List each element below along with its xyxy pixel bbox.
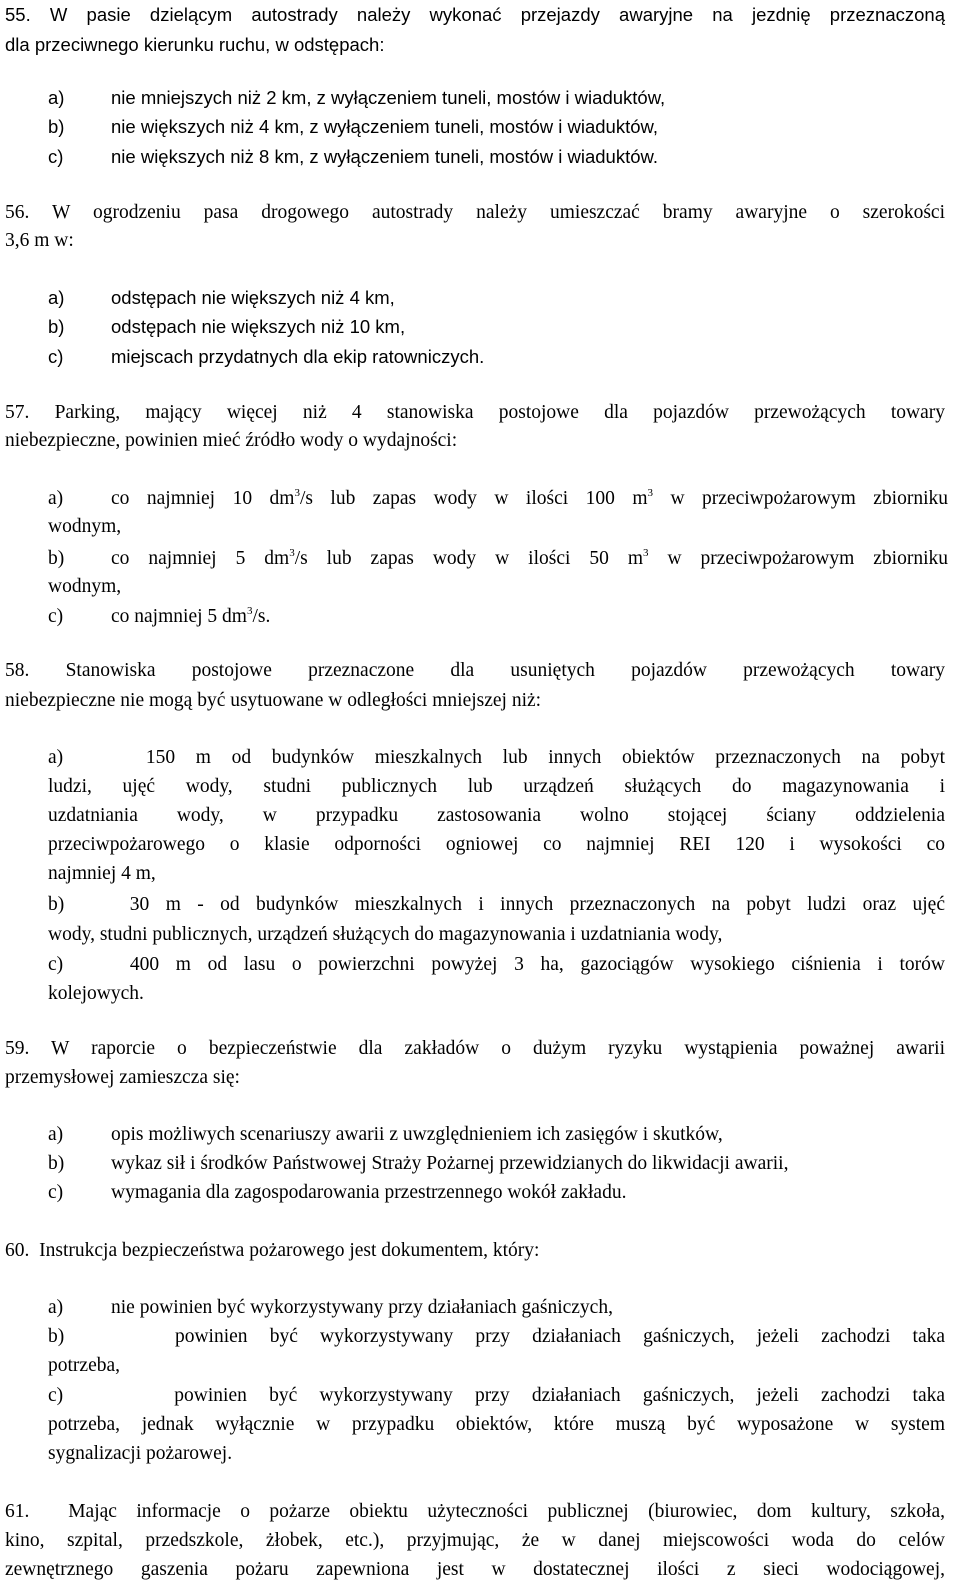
q59-stem-line-2: przemysłowej zamieszcza się: [5, 1067, 240, 1088]
q57-option-b-text: co najmniej 5 $dm^3/s$ lub zapas wody w ilości 50 $m^3$ w przeciwpożarowym zbiorniku [111, 546, 948, 569]
q59-option-a-text: opis możliwych scenariuszy awarii z uwzględnieniem ich zasięgów i skutków, [111, 1124, 723, 1145]
q56-option-a [48, 283, 948, 313]
q55-option-a [48, 83, 948, 113]
q55-option-a-label: a) [48, 87, 65, 108]
q60-option-c-line-2: potrzeba, jednak wyłącznie w przypadku obiektów, które muszą być wyposażone w system [48, 1414, 945, 1435]
q58-option-a-line-2: ludzi, ujęć wody, studni publicznych lub urządzeń służących do magazynowania i [48, 776, 945, 797]
q58-option-a-line-5: najmniej 4 m, [48, 863, 156, 884]
q58-stem-line-2: niebezpieczne nie mogą być usytuowane w odległości mniejszej niż: [5, 690, 542, 711]
q60-option-b-line-1: b) powinien być wykorzystywany przy działaniach gaśniczych, jeżeli zachodzi taka [48, 1326, 945, 1347]
q57-option-b-label: b) [48, 548, 65, 569]
q57-option-c-label: c) [48, 606, 64, 627]
q59-option-c-label: c) [48, 1182, 64, 1203]
q58-option-c-line-2: kolejowych. [48, 983, 144, 1004]
q58-stem-line-1: 58. Stanowiska postojowe przeznaczone dla usuniętych pojazdów przewożących towary [5, 660, 945, 681]
q55-option-b [48, 112, 948, 142]
q59-option-a [48, 1120, 948, 1150]
q59-option-c [48, 1178, 948, 1208]
q60-option-c-line-1: c) powinien być wykorzystywany przy działaniach gaśniczych, jeżeli zachodzi taka [48, 1385, 945, 1406]
q57-option-a-text: co najmniej 10 $dm^3/s$ lub zapas wody w ilości 100 $m^3$ w przeciwpożarowym zbiorniku [111, 486, 948, 509]
q56-stem-line-2: 3,6 m w: [5, 230, 74, 251]
q60-option-a-label: a) [48, 1297, 64, 1318]
q60-option-b-line-2: potrzeba, [48, 1355, 121, 1376]
q58-option-a-line-4: przeciwpożarowego o klasie odporności ogniowej co najmniej REI 120 i wysokości co [48, 834, 945, 855]
q55-option-b-label: b) [48, 116, 65, 137]
q59-option-b [48, 1149, 948, 1179]
q58-option-a-line-1: a) 150 m od budynków mieszkalnych lub innych obiektów przeznaczonych na pobyt [48, 747, 945, 768]
q57-option-a-label: a) [48, 488, 64, 509]
q57-option-b-line-2: wodnym, [48, 576, 122, 597]
q60-option-a-text: nie powinien być wykorzystywany przy działaniach gaśniczych, [111, 1297, 613, 1318]
q57-option-b [48, 544, 948, 574]
q60-stem-line-1: 60. Instrukcja bezpieczeństwa pożarowego jest dokumentem, który: [5, 1240, 540, 1261]
q58-option-a-line-3: uzdatniania wody, w przypadku zastosowania wolno stojącej ściany oddzielenia [48, 805, 945, 826]
q55-option-c-label: c) [48, 146, 64, 167]
q60-option-a [48, 1293, 948, 1323]
q58-option-c-line-1: c) 400 m od lasu o powierzchni powyżej 3 ha, gazociągów wysokiego ciśnienia i torów [48, 954, 945, 975]
q58-option-b-line-2: wody, studni publicznych, urządzeń służących do magazynowania i uzdatniania wody, [48, 924, 723, 945]
q56-option-a-label: a) [48, 287, 65, 308]
q59-option-c-text: wymagania dla zagospodarowania przestrzennego wokół zakładu. [111, 1182, 627, 1203]
q55-option-b-text: nie większych niż 4 km, z wyłączeniem tuneli, mostów i wiaduktów, [111, 116, 658, 137]
q59-option-a-label: a) [48, 1124, 64, 1145]
q57-stem-line-1: 57. Parking, mający więcej niż 4 stanowiska postojowe dla pojazdów przewożących towary [5, 402, 945, 423]
q56-option-c-text: miejscach przydatnych dla ekip ratowniczych. [111, 346, 485, 367]
q56-option-c [48, 342, 948, 372]
q55-option-a-text: nie mniejszych niż 2 km, z wyłączeniem tuneli, mostów i wiaduktów, [111, 87, 666, 108]
q61-stem-line-3: zewnętrznego gaszenia pożaru zapewniona jest w dostatecznej ilości z sieci wodociągowej, [5, 1559, 945, 1580]
q56-stem-line-1: 56. W ogrodzeniu pasa drogowego autostrady należy umieszczać bramy awaryjne o szerokości [5, 202, 945, 223]
q59-option-b-text: wykaz sił i środków Państwowej Straży Pożarnej przewidzianych do likwidacji awarii, [111, 1153, 789, 1174]
q60-option-c-line-3: sygnalizacji pożarowej. [48, 1443, 233, 1464]
q59-stem-line-1: 59. W raporcie o bezpieczeństwie dla zakładów o dużym ryzyku wystąpienia poważnej awarii [5, 1038, 945, 1059]
q58-option-b-line-1: b) 30 m - od budynków mieszkalnych i innych przeznaczonych na pobyt ludzi oraz ujęć [48, 894, 945, 915]
q57-option-a-line-2: wodnym, [48, 516, 122, 537]
q57-option-c-text: co najmniej 5 $dm^3/s$. [111, 604, 271, 627]
q55-stem-line-1: 55. W pasie dzielącym autostrady należy wykonać przejazdy awaryjne na jezdnię przeznaczoną [5, 4, 945, 25]
q61-stem-line-2: kino, szpital, przedszkole, żłobek, etc.), przyjmując, że w danej miejscowości woda do celów [5, 1530, 945, 1551]
q61-stem-line-1: 61. Mając informacje o pożarze obiektu użyteczności publicznej (biurowiec, dom kultury, szkoła, [5, 1501, 945, 1522]
q57-option-c [48, 602, 948, 632]
q56-option-b-label: b) [48, 316, 65, 337]
q56-option-b [48, 312, 948, 342]
q59-option-b-label: b) [48, 1153, 65, 1174]
q56-option-a-text: odstępach nie większych niż 4 km, [111, 287, 395, 308]
q55-option-c [48, 142, 948, 172]
q57-option-a [48, 484, 948, 514]
q57-stem-line-2: niebezpieczne, powinien mieć źródło wody o wydajności: [5, 430, 458, 451]
q56-option-c-label: c) [48, 346, 64, 367]
q55-stem-line-2: dla przeciwnego kierunku ruchu, w odstępach: [5, 34, 385, 55]
q55-option-c-text: nie większych niż 8 km, z wyłączeniem tuneli, mostów i wiaduktów. [111, 146, 658, 167]
q56-option-b-text: odstępach nie większych niż 10 km, [111, 316, 406, 337]
